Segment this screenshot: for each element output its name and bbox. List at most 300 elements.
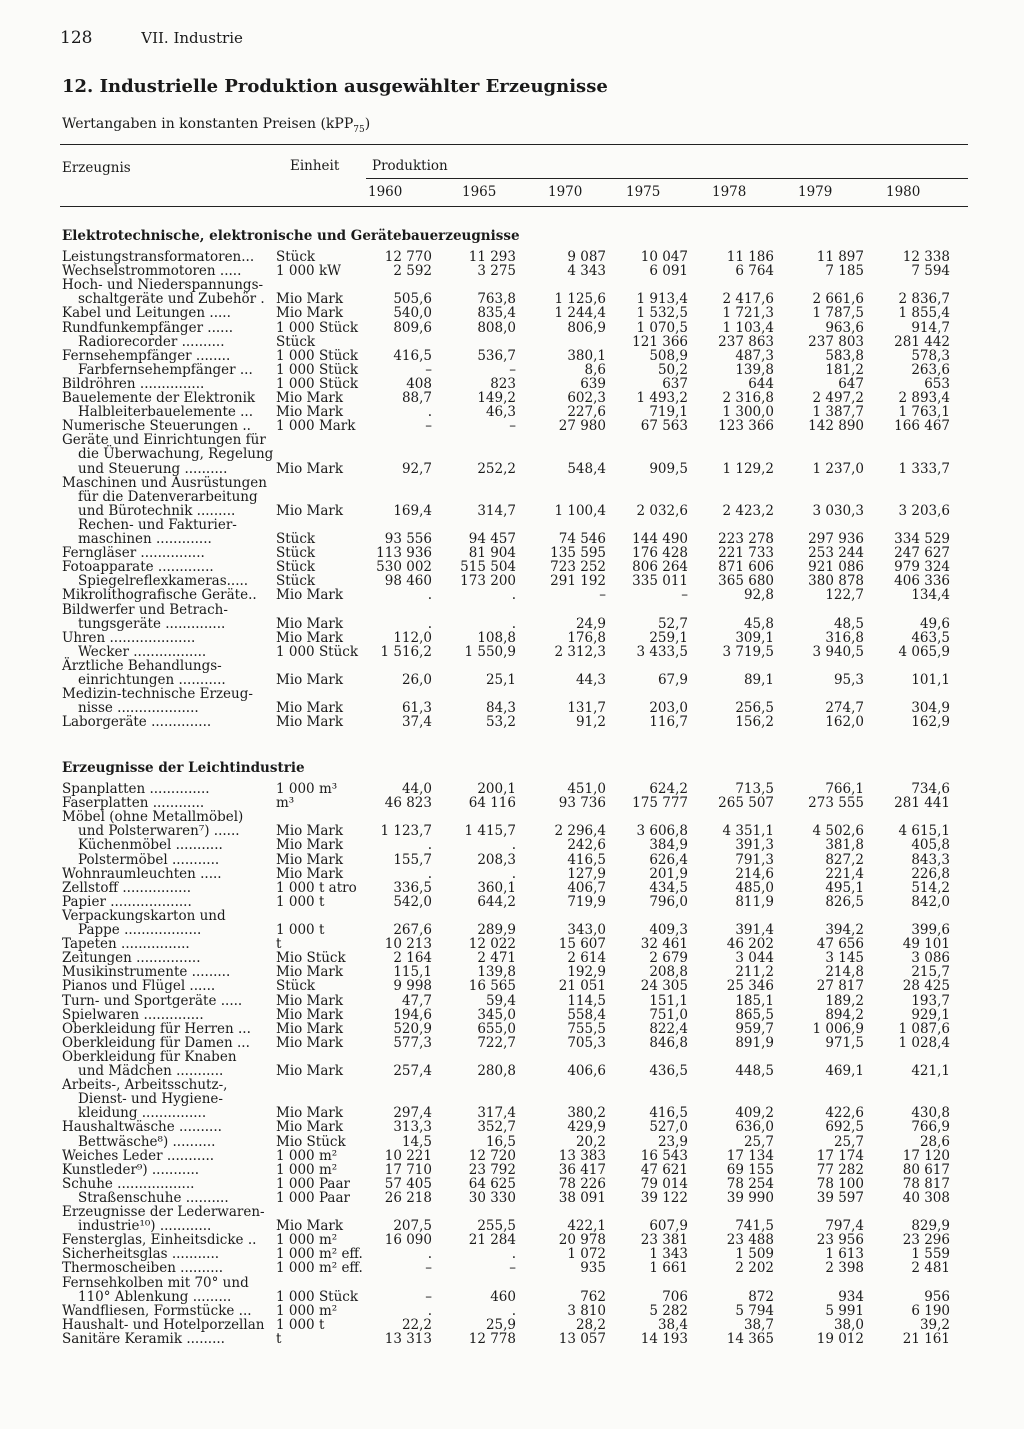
table-row	[0, 1191, 1024, 1205]
value-1970: 291 192	[550, 573, 606, 590]
unit: 1 000 m²	[276, 1232, 338, 1249]
value-1965: 255,5	[477, 1218, 516, 1235]
value-1975: 409,3	[649, 922, 688, 938]
value-1965: 30 330	[468, 1189, 516, 1206]
product-name: Hoch- und Niederspannungs-	[62, 277, 264, 294]
unit: Stück	[276, 545, 316, 562]
value-1970: 38 091	[558, 1189, 606, 1206]
value-1978: 2 417,6	[722, 291, 774, 308]
value-1978: 1 509	[735, 1246, 774, 1263]
value-1960: 207,5	[393, 1218, 432, 1235]
product-name: Arbeits-, Arbeitsschutz-,	[62, 1077, 228, 1094]
table-row	[0, 1022, 1024, 1036]
value-1960: 1 516,2	[380, 643, 432, 660]
value-1975: 1 913,4	[636, 291, 688, 308]
product-name: 110° Ablenkung .........	[78, 1288, 232, 1305]
value-1965: 763,8	[477, 291, 516, 308]
value-1979: 122,7	[825, 587, 864, 604]
value-1965: 2 471	[477, 950, 516, 967]
table-row	[0, 306, 1024, 320]
unit: Stück	[276, 573, 316, 590]
col-head-year: 1980	[886, 184, 921, 200]
value-1965: 64 625	[468, 1175, 516, 1192]
col-head-production: Produktion	[372, 158, 448, 174]
unit: Mio Mark	[276, 305, 344, 322]
product-name: Oberkleidung für Knaben	[62, 1048, 237, 1065]
product-name: Tapeten ................	[62, 936, 190, 953]
value-1970: 2 614	[567, 950, 606, 967]
value-1965: 823	[490, 375, 516, 392]
table-row	[0, 617, 1024, 631]
value-1970: 380,2	[567, 1105, 606, 1122]
value-1975: 822,4	[649, 1020, 688, 1037]
value-1965: 808,0	[477, 319, 516, 336]
value-1979: 766,1	[825, 781, 864, 797]
table-row	[0, 1290, 1024, 1304]
value-1960: 98 460	[384, 573, 432, 590]
subtitle-end: )	[364, 116, 371, 132]
product-name: die Überwachung, Regelung	[78, 446, 274, 463]
value-1960: 47,7	[401, 992, 432, 1009]
value-1975: 6 091	[649, 263, 688, 280]
value-1965: 23 792	[468, 1161, 516, 1178]
value-1978: 4 351,1	[722, 823, 774, 840]
value-1960: –	[425, 1260, 432, 1277]
product-name: Geräte und Einrichtungen für	[62, 432, 266, 449]
value-1979: 181,2	[825, 361, 864, 378]
value-1960: 26,0	[401, 672, 432, 688]
unit: 1 000 Stück	[276, 375, 359, 392]
unit: Mio Mark	[276, 404, 344, 421]
value-1979: 48,5	[833, 615, 864, 632]
value-1978: 741,5	[735, 1218, 774, 1235]
product-name: Kunstleder⁹) ...........	[62, 1161, 200, 1178]
value-1980: 979 324	[894, 559, 950, 576]
value-1979: 381,8	[825, 837, 864, 854]
unit: 1 000 Stück	[276, 643, 359, 660]
table-row	[0, 715, 1024, 729]
value-1970: 451,0	[567, 781, 606, 797]
value-1980: 226,8	[911, 865, 950, 882]
unit: 1 000 Paar	[276, 1189, 350, 1206]
top-rule	[60, 144, 968, 145]
product-name: Fotoapparate .............	[62, 559, 214, 576]
value-1975: 1 070,5	[636, 319, 688, 336]
value-1979: 47 656	[816, 936, 864, 953]
value-1975: 624,2	[649, 781, 688, 797]
value-1970: –	[599, 587, 606, 604]
value-1979: 237 803	[808, 333, 864, 350]
value-1978: 2 202	[735, 1260, 774, 1277]
value-1960: 37,4	[401, 714, 432, 731]
value-1980: 263,6	[911, 361, 950, 378]
unit: 1 000 t	[276, 1316, 325, 1333]
value-1965: 280,8	[477, 1063, 516, 1079]
value-1960: 408	[406, 375, 432, 392]
value-1960: 93 556	[384, 531, 432, 547]
value-1970: 20 978	[558, 1232, 606, 1249]
value-1980: 49 101	[902, 936, 950, 953]
value-1979: 380 878	[808, 573, 864, 590]
value-1980: 281 442	[894, 333, 950, 350]
value-1979: 39 597	[816, 1189, 864, 1206]
table-row	[0, 853, 1024, 867]
value-1980: 399,6	[911, 922, 950, 938]
value-1975: 14 193	[640, 1330, 688, 1347]
product-name: Wechselstrommotoren .....	[62, 263, 242, 280]
value-1970: 135 595	[550, 545, 606, 562]
value-1970: 406,7	[567, 879, 606, 896]
product-name: Turn- und Sportgeräte .....	[62, 992, 243, 1009]
table-row	[0, 673, 1024, 687]
table-row	[0, 560, 1024, 574]
value-1978: 644	[748, 375, 774, 392]
value-1960: –	[425, 361, 432, 378]
value-1978: 1 300,0	[722, 404, 774, 421]
value-1975: 175 777	[632, 795, 688, 812]
unit: 1 000 m²	[276, 1161, 338, 1178]
value-1960: 520,9	[393, 1020, 432, 1037]
value-1980: 1 763,1	[898, 404, 950, 421]
value-1978: 865,5	[735, 1006, 774, 1023]
value-1979: 1 237,0	[812, 460, 864, 477]
value-1970: 176,8	[567, 629, 606, 646]
value-1965: 25,1	[485, 672, 516, 688]
table-row	[0, 1008, 1024, 1022]
product-name: Oberkleidung für Damen ...	[62, 1034, 250, 1051]
product-name: Haushalt- und Hotelporzellan	[62, 1316, 265, 1333]
value-1979: 189,2	[825, 992, 864, 1009]
value-1975: 806 264	[632, 559, 688, 576]
value-1975: 1 661	[649, 1260, 688, 1277]
unit: Mio Mark	[276, 615, 344, 632]
table-row	[0, 1219, 1024, 1233]
value-1965: 12 022	[468, 936, 516, 953]
value-1970: 93 736	[558, 795, 606, 812]
value-1979: 316,8	[825, 629, 864, 646]
product-name: Medizin-technische Erzeug-	[62, 686, 253, 703]
unit: Mio Mark	[276, 587, 344, 604]
col-head-year: 1979	[798, 184, 833, 200]
value-1965: 94 457	[468, 531, 516, 547]
value-1965: .	[511, 615, 516, 632]
table-row	[0, 349, 1024, 363]
subtitle-text: Wertangaben in konstanten Preisen (kPP	[62, 116, 354, 132]
table-row	[0, 1318, 1024, 1332]
col-head-year: 1978	[712, 184, 747, 200]
value-1975: 2 032,6	[636, 502, 688, 519]
table-row	[0, 824, 1024, 838]
table-row	[0, 574, 1024, 588]
value-1970: 13 057	[558, 1330, 606, 1347]
unit: Mio Mark	[276, 1063, 344, 1079]
value-1970: 91,2	[575, 714, 606, 731]
table-row	[0, 504, 1024, 518]
value-1979: 27 817	[816, 978, 864, 995]
product-name: für die Datenverarbeitung	[78, 488, 258, 505]
value-1980: 247 627	[894, 545, 950, 562]
value-1960: 2 592	[393, 263, 432, 280]
value-1965: 46,3	[485, 404, 516, 421]
value-1979: 17 174	[816, 1147, 864, 1164]
value-1965: 108,8	[477, 629, 516, 646]
value-1980: 28 425	[902, 978, 950, 995]
value-1980: 6 190	[911, 1302, 950, 1319]
value-1975: 434,5	[649, 879, 688, 896]
product-name: Kabel und Leitungen .....	[62, 305, 231, 322]
value-1975: 23,9	[657, 1133, 688, 1150]
unit: Mio Mark	[276, 672, 344, 688]
table-subtitle	[62, 116, 370, 135]
value-1975: 38,4	[657, 1316, 688, 1333]
value-1978: 23 488	[726, 1232, 774, 1249]
value-1980: 405,8	[911, 837, 950, 854]
value-1960: 92,7	[401, 460, 432, 477]
unit: 1 000 Stück	[276, 347, 359, 364]
product-name: Halbleiterbauelemente ...	[78, 404, 254, 421]
value-1975: 909,5	[649, 460, 688, 477]
table-row	[0, 687, 1024, 701]
value-1978: 123 366	[718, 418, 774, 435]
value-1960: 16 090	[384, 1232, 432, 1249]
value-1970: 27 980	[558, 418, 606, 435]
value-1979: 25,7	[833, 1133, 864, 1150]
value-1975: 52,7	[657, 615, 688, 632]
value-1978: 256,5	[735, 700, 774, 717]
value-1978: 139,8	[735, 361, 774, 378]
value-1979: 2 398	[825, 1260, 864, 1277]
value-1979: 797,4	[825, 1218, 864, 1235]
table-row	[0, 1247, 1024, 1261]
product-name: Pappe ..................	[78, 922, 202, 938]
value-1979: 7 185	[825, 263, 864, 280]
value-1970: 639	[580, 375, 606, 392]
value-1980: 842,0	[911, 893, 950, 910]
value-1979: 38,0	[833, 1316, 864, 1333]
product-name: Faserplatten ............	[62, 795, 205, 812]
value-1980: 2 481	[911, 1260, 950, 1277]
value-1979: 647	[838, 375, 864, 392]
value-1978: 25 346	[726, 978, 774, 995]
product-name: Ärztliche Behandlungs-	[62, 657, 222, 674]
product-name: Spielwaren ..............	[62, 1006, 204, 1023]
value-1978: 265 507	[718, 795, 774, 812]
table-row	[0, 1106, 1024, 1120]
table-row	[0, 546, 1024, 560]
value-1965: 252,2	[477, 460, 516, 477]
value-1978: 46 202	[726, 936, 774, 953]
value-1970: 20,2	[575, 1133, 606, 1150]
product-name: Fensterglas, Einheitsdicke ..	[62, 1232, 257, 1249]
value-1978: 1 721,3	[722, 305, 774, 322]
value-1970: 2 296,4	[554, 823, 606, 840]
value-1978: 871 606	[718, 559, 774, 576]
value-1960: 22,2	[401, 1316, 432, 1333]
value-1980: 193,7	[911, 992, 950, 1009]
product-name: Verpackungskarton und	[62, 907, 226, 924]
table-row	[0, 1276, 1024, 1290]
product-name: Wohnraumleuchten .....	[62, 865, 222, 882]
value-1980: 843,3	[911, 851, 950, 868]
table-row	[0, 264, 1024, 278]
value-1970: 3 810	[567, 1302, 606, 1319]
value-1978: 391,4	[735, 922, 774, 938]
value-1965: .	[511, 865, 516, 882]
unit: Mio Mark	[276, 851, 344, 868]
value-1970: 416,5	[567, 851, 606, 868]
value-1960: 267,6	[393, 922, 432, 938]
product-name: industrie¹⁰) ............	[78, 1218, 212, 1235]
value-1980: 21 161	[902, 1330, 950, 1347]
value-1965: 25,9	[485, 1316, 516, 1333]
unit: Mio Stück	[276, 1133, 346, 1150]
unit: 1 000 m³	[276, 781, 338, 797]
unit: Mio Mark	[276, 629, 344, 646]
col-head-unit: Einheit	[290, 158, 340, 174]
table-row	[0, 979, 1024, 993]
value-1979: 214,8	[825, 964, 864, 981]
value-1970: 21 051	[558, 978, 606, 995]
unit: 1 000 m²	[276, 1302, 338, 1319]
value-1975: 637	[662, 375, 688, 392]
value-1975: 23 381	[640, 1232, 688, 1249]
value-1960: 1 123,7	[380, 823, 432, 840]
unit: Stück	[276, 559, 316, 576]
value-1978: 485,0	[735, 879, 774, 896]
value-1979: 827,2	[825, 851, 864, 868]
product-name: Musikinstrumente .........	[62, 964, 231, 981]
value-1965: –	[509, 418, 516, 435]
value-1975: 24 305	[640, 978, 688, 995]
value-1975: 508,9	[649, 347, 688, 364]
product-name: tungsgeräte ..............	[78, 615, 226, 632]
product-name: Weiches Leder ...........	[62, 1147, 215, 1164]
product-name: Möbel (ohne Metallmöbel)	[62, 809, 244, 826]
table-row	[0, 363, 1024, 377]
col-head-year: 1970	[548, 184, 583, 200]
value-1978: 448,5	[735, 1063, 774, 1079]
product-name: Zeitungen ...............	[62, 950, 201, 967]
product-name: nisse ...................	[78, 700, 199, 717]
value-1970: 8,6	[584, 361, 606, 378]
product-name: Rundfunkempfänger ......	[62, 319, 234, 336]
value-1975: 527,0	[649, 1119, 688, 1136]
value-1978: 5 794	[735, 1302, 774, 1319]
product-name: einrichtungen ...........	[78, 672, 226, 688]
table-row	[0, 447, 1024, 461]
value-1975: 47 621	[640, 1161, 688, 1178]
value-1975: 176 428	[632, 545, 688, 562]
table-row	[0, 490, 1024, 504]
value-1978: 1 103,4	[722, 319, 774, 336]
col-head-year: 1960	[368, 184, 403, 200]
value-1975: 208,8	[649, 964, 688, 981]
table-row	[0, 419, 1024, 433]
table-row	[0, 1261, 1024, 1275]
value-1980: 281 441	[894, 795, 950, 812]
value-1960: 61,3	[401, 700, 432, 717]
value-1980: 653	[924, 375, 950, 392]
value-1965: 81 904	[468, 545, 516, 562]
value-1979: 78 100	[816, 1175, 864, 1192]
table-row	[0, 923, 1024, 937]
product-name: Wandfliesen, Formstücke ...	[62, 1302, 252, 1319]
value-1970: 1 072	[567, 1246, 606, 1263]
value-1979: 221,4	[825, 865, 864, 882]
table-row	[0, 603, 1024, 617]
col-head-year: 1965	[462, 184, 497, 200]
value-1980: 12 338	[902, 249, 950, 265]
value-1970: 131,7	[567, 700, 606, 717]
unit: Mio Mark	[276, 1105, 344, 1122]
value-1980: 3 086	[911, 950, 950, 967]
product-name: Numerische Steuerungen ..	[62, 418, 251, 435]
value-1979: 142 890	[808, 418, 864, 435]
section-heading: Erzeugnisse der Leichtindustrie	[62, 760, 305, 776]
product-name: Polstermöbel ...........	[78, 851, 220, 868]
value-1975: 16 543	[640, 1147, 688, 1164]
unit: Mio Mark	[276, 823, 344, 840]
product-name: Spanplatten ..............	[62, 781, 210, 797]
value-1980: 4 615,1	[898, 823, 950, 840]
product-name: Bildwerfer und Betrach-	[62, 601, 228, 618]
value-1960: 13 313	[384, 1330, 432, 1347]
value-1979: 921 086	[808, 559, 864, 576]
value-1970: 935	[580, 1260, 606, 1277]
table-row	[0, 321, 1024, 335]
value-1960: 10 213	[384, 936, 432, 953]
value-1975: 706	[662, 1288, 688, 1305]
value-1978: 89,1	[743, 672, 774, 688]
value-1978: 409,2	[735, 1105, 774, 1122]
unit: Mio Mark	[276, 1119, 344, 1136]
value-1970: 755,5	[567, 1020, 606, 1037]
unit: 1 000 Mark	[276, 418, 356, 435]
value-1965: 655,0	[477, 1020, 516, 1037]
value-1965: 139,8	[477, 964, 516, 981]
product-name: Fernsehkolben mit 70° und	[62, 1274, 249, 1291]
value-1978: 69 155	[726, 1161, 774, 1178]
product-name: Bettwäsche⁸) ..........	[78, 1133, 216, 1150]
value-1978: 39 990	[726, 1189, 774, 1206]
subtitle-subscript: 75	[353, 124, 365, 135]
value-1980: 39,2	[919, 1316, 950, 1333]
table-row	[0, 1332, 1024, 1346]
value-1965: .	[511, 1302, 516, 1319]
value-1978: 211,2	[735, 964, 774, 981]
value-1979: 692,5	[825, 1119, 864, 1136]
value-1979: 2 661,6	[812, 291, 864, 308]
header-bottom-rule	[60, 206, 968, 207]
unit: Mio Mark	[276, 1034, 344, 1051]
value-1970: 44,3	[575, 672, 606, 688]
table-row	[0, 1064, 1024, 1078]
value-1960: 9 998	[393, 978, 432, 995]
unit: Mio Mark	[276, 390, 344, 406]
value-1979: 422,6	[825, 1105, 864, 1122]
value-1965: 59,4	[485, 992, 516, 1009]
value-1960: 505,6	[393, 291, 432, 308]
table-row	[0, 645, 1024, 659]
product-name: und Mädchen ...........	[78, 1063, 224, 1079]
unit: Mio Mark	[276, 865, 344, 882]
value-1960: 115,1	[393, 964, 432, 981]
value-1960: 46 823	[384, 795, 432, 812]
product-name: Schuhe ..................	[62, 1175, 195, 1192]
value-1975: 144 490	[632, 531, 688, 547]
product-name: Ferngläser ...............	[62, 545, 205, 562]
value-1970: 78 226	[558, 1175, 606, 1192]
